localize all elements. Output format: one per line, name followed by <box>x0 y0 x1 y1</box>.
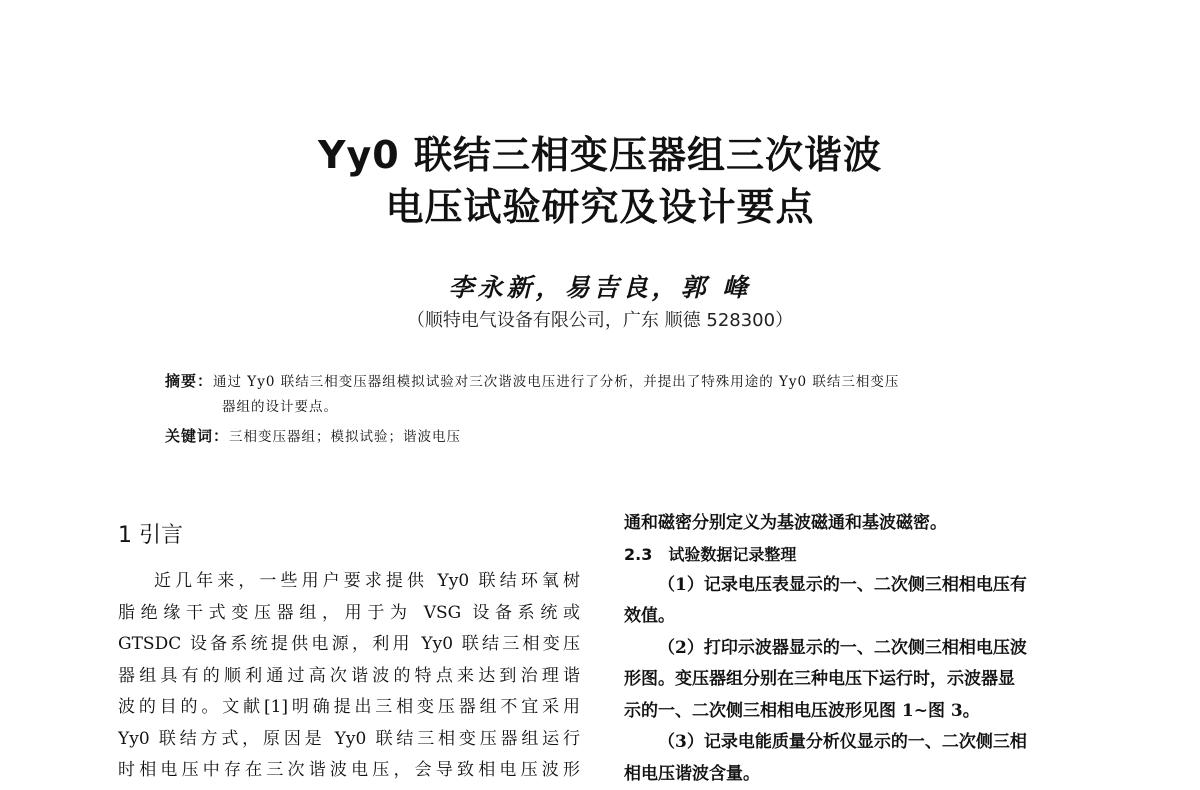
item-1-line-1: （1）记录电压表显示的一、二次侧三相相电压有 <box>624 570 1094 602</box>
intro-line: 波的目的。文献[1]明确提出三相变压器组不宜采用 <box>118 692 580 724</box>
paper-title-line-1: Yy0 联结三相变压器组三次谐波 <box>0 124 1200 179</box>
intro-line: GTSDC 设备系统提供电源，利用 Yy0 联结三相变压 <box>118 629 580 661</box>
left-column <box>118 518 580 787</box>
section-heading-introduction: 1 引言 <box>118 518 580 548</box>
abstract-label: 摘要： <box>165 372 213 390</box>
intro-line: Yy0 联结方式，原因是 Yy0 联结三相变压器组运行 <box>118 724 580 756</box>
keywords-text: 三相变压器组；模拟试验；谐波电压 <box>229 429 461 445</box>
paper-title-line-2: 电压试验研究及设计要点 <box>0 176 1200 231</box>
author-list: 李永新，易吉良，郭 峰 <box>0 268 1200 304</box>
abstract-text-line-2: 器组的设计要点。 <box>222 394 1112 420</box>
item-3-line-2: 相电压谐波含量。 <box>624 759 1094 790</box>
intro-line: 时相电压中存在三次谐波电压，会导致相电压波形 <box>118 755 580 787</box>
subsection-heading: 2.3 试验数据记录整理 <box>624 540 1094 570</box>
right-column <box>624 508 1094 790</box>
abstract-block <box>165 368 1055 395</box>
intro-line: 器组具有的顺利通过高次谐波的特点来达到治理谐 <box>118 661 580 693</box>
affiliation: （顺特电气设备有限公司，广东 顺德 528300） <box>0 306 1200 332</box>
continuation-line: 通和磁密分别定义为基波磁通和基波磁密。 <box>624 508 1094 540</box>
abstract-text-line-1: 通过 Yy0 联结三相变压器组模拟试验对三次谐波电压进行了分析，并提出了特殊用途的 Yy0 联结三相变压 <box>213 374 899 390</box>
item-1-line-2: 效值。 <box>624 601 1094 633</box>
item-2-line-1: （2）打印示波器显示的一、二次侧三相相电压波 <box>624 633 1094 665</box>
item-2-line-2: 形图。变压器组分别在三种电压下运行时，示波器显 <box>624 664 1094 696</box>
keywords-block <box>165 425 1055 446</box>
keywords-label: 关键词： <box>165 427 229 445</box>
intro-line: 脂绝缘干式变压器组，用于为 VSG 设备系统或 <box>118 598 580 630</box>
item-2-line-3: 示的一、二次侧三相相电压波形见图 1~图 3。 <box>624 696 1094 728</box>
intro-line: 近几年来，一些用户要求提供 Yy0 联结环氧树 <box>118 566 580 598</box>
item-3-line-1: （3）记录电能质量分析仪显示的一、二次侧三相 <box>624 727 1094 759</box>
